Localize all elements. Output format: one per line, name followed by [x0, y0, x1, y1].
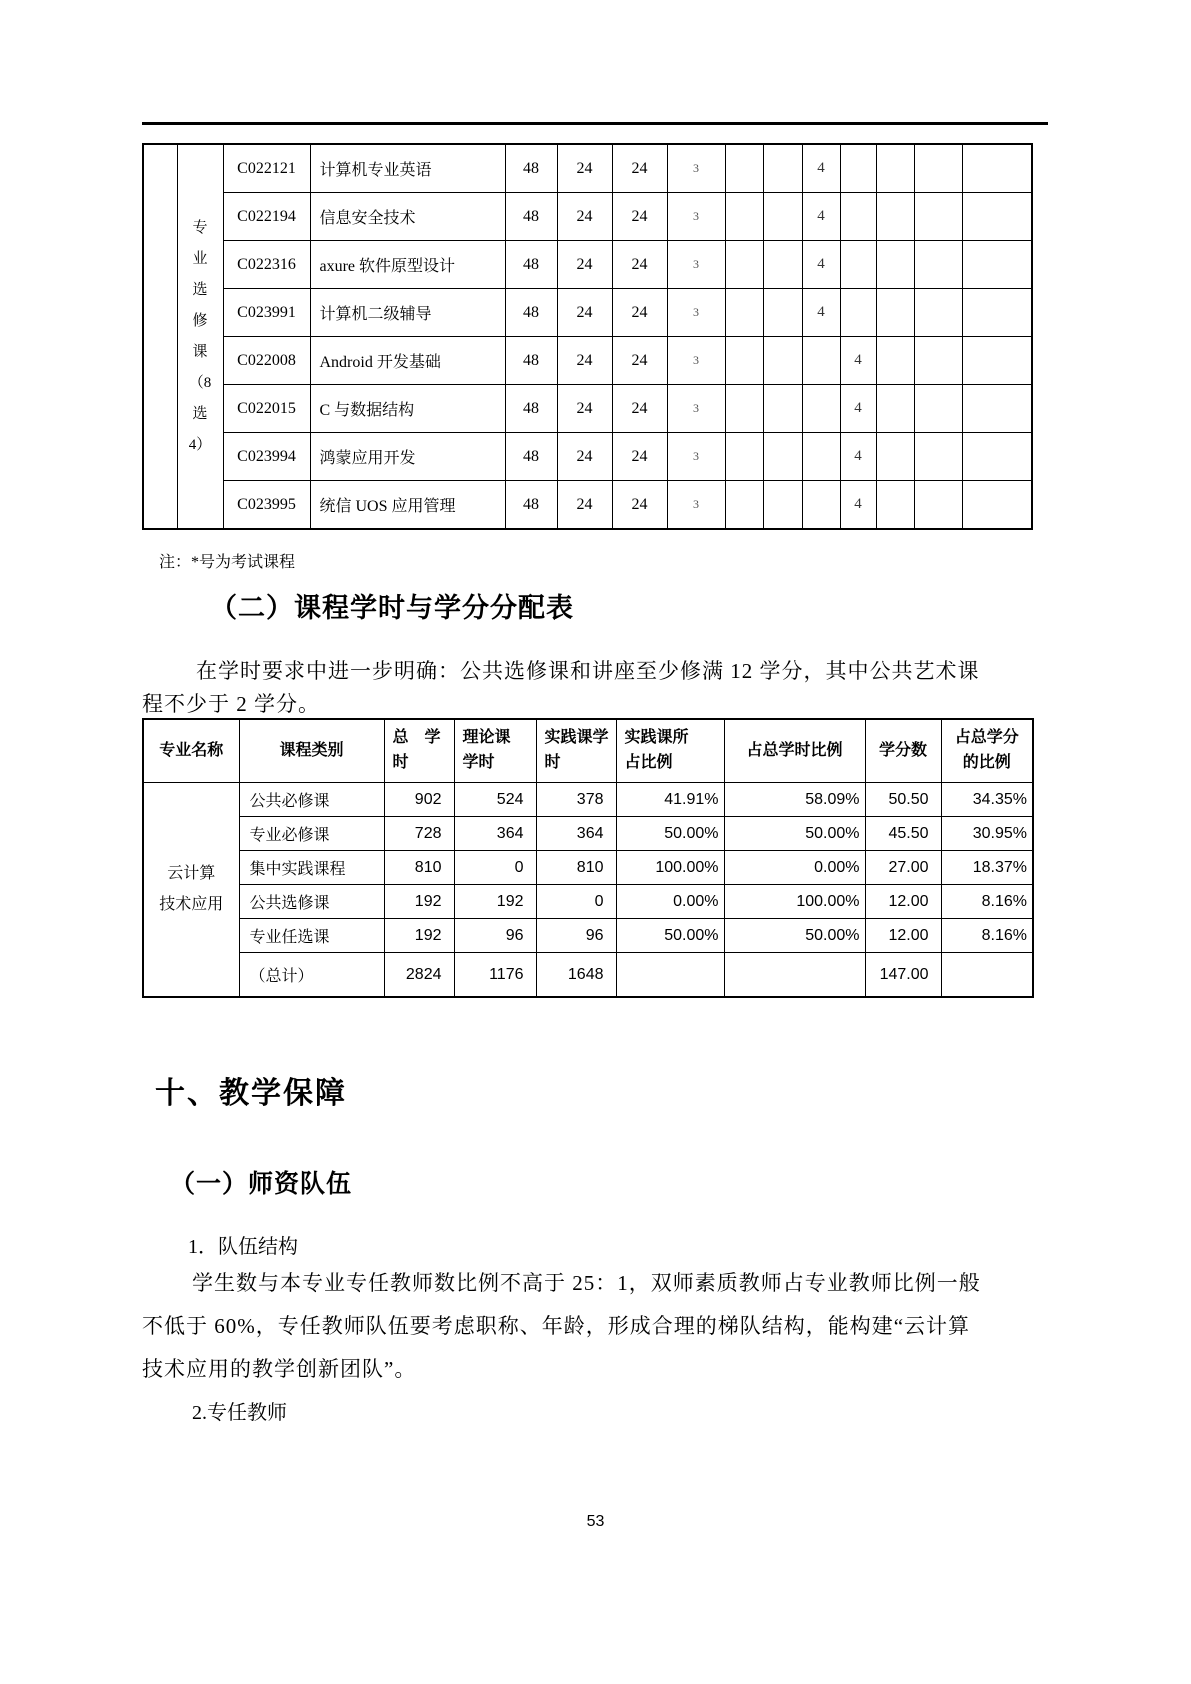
- total-hours: 192: [384, 919, 454, 953]
- remark-cell: [962, 481, 1032, 530]
- theory-hours: 24: [557, 241, 612, 289]
- total-pct: 50.00%: [724, 919, 865, 953]
- credit-pct: 34.35%: [941, 783, 1033, 817]
- course-code: C022121: [223, 144, 310, 193]
- semester-cell: [840, 289, 876, 337]
- course-type: 公共选修课: [239, 885, 384, 919]
- course-type: 专业必修课: [239, 817, 384, 851]
- credits: 12.00: [865, 885, 941, 919]
- credits: 147.00: [865, 953, 941, 998]
- remark-cell: [962, 241, 1032, 289]
- course-type: 集中实践课程: [239, 851, 384, 885]
- weekly-hours: 4: [840, 337, 876, 385]
- practice-hours: 364: [536, 817, 616, 851]
- semester-cell: [914, 385, 962, 433]
- semester-cell: [725, 481, 763, 530]
- table-row: [143, 885, 1033, 919]
- semester-cell: [725, 193, 763, 241]
- weekly-hours: 4: [802, 193, 840, 241]
- semester-cell: [876, 193, 914, 241]
- semester-cell: [763, 193, 802, 241]
- course-code: C022316: [223, 241, 310, 289]
- practice-pct: 0.00%: [616, 885, 724, 919]
- list-item-team-structure: 1．队伍结构: [188, 1236, 298, 1258]
- total-hours: 48: [505, 241, 557, 289]
- total-hours: 48: [505, 433, 557, 481]
- table-row: [143, 385, 1032, 433]
- practice-pct: 41.91%: [616, 783, 724, 817]
- semester-cell: [802, 385, 840, 433]
- semester-cell: [763, 337, 802, 385]
- semester-cell: [802, 337, 840, 385]
- theory-hours: 24: [557, 193, 612, 241]
- paragraph-line: 技术应用的教学创新团队”。: [142, 1357, 417, 1381]
- course-name: C 与数据结构: [310, 385, 505, 433]
- category-label-cell: [177, 144, 223, 529]
- page-number: 53: [586, 1513, 605, 1530]
- practice-hours: 810: [536, 851, 616, 885]
- weekly-hours: 4: [840, 385, 876, 433]
- page-continuation-rule: [142, 122, 1048, 125]
- col-header-credit-pct: 占总学分 的比例: [941, 719, 1033, 783]
- total-hours: 48: [505, 481, 557, 530]
- table-row: [143, 481, 1032, 530]
- practice-hours: 1648: [536, 953, 616, 998]
- course-name: 鸿蒙应用开发: [310, 433, 505, 481]
- major-name-cell: 云计算 技术应用: [143, 783, 239, 998]
- semester-cell: [725, 241, 763, 289]
- practice-hours: 378: [536, 783, 616, 817]
- total-hours: 48: [505, 337, 557, 385]
- semester-cell: [876, 481, 914, 530]
- total-pct: 0.00%: [724, 851, 865, 885]
- course-type: 公共必修课: [239, 783, 384, 817]
- total-hours: 48: [505, 385, 557, 433]
- table-row: [143, 289, 1032, 337]
- semester-cell: [763, 144, 802, 193]
- remark-cell: [962, 289, 1032, 337]
- paragraph-line: 不低于 60%，专任教师队伍要考虑职称、年龄，形成合理的梯队结构，能构建“云计算: [142, 1314, 971, 1338]
- total-pct: 58.09%: [724, 783, 865, 817]
- weekly-hours: 4: [802, 289, 840, 337]
- credits: 27.00: [865, 851, 941, 885]
- semester-cell: [840, 193, 876, 241]
- header-row: [143, 719, 1033, 783]
- paragraph-line: 程不少于 2 学分。: [142, 692, 320, 716]
- course-name: 信息安全技术: [310, 193, 505, 241]
- section-heading-teaching-support: 十、教学保障: [155, 1077, 347, 1110]
- practice-hours: 96: [536, 919, 616, 953]
- weekly-hours: 4: [802, 241, 840, 289]
- semester-cell: [763, 385, 802, 433]
- table-row: [143, 919, 1033, 953]
- theory-hours: 524: [454, 783, 536, 817]
- course-code: C022015: [223, 385, 310, 433]
- credit-pct: 8.16%: [941, 919, 1033, 953]
- exam-note: 注：*号为考试课程: [159, 554, 296, 571]
- category-stub-cell: [143, 144, 177, 529]
- semester-cell: [876, 241, 914, 289]
- practice-pct: 50.00%: [616, 919, 724, 953]
- weekly-hours: 4: [840, 433, 876, 481]
- total-hours: 2824: [384, 953, 454, 998]
- semester-cell: [725, 337, 763, 385]
- col-header-practice-pct: 实践课所 占比例: [616, 719, 724, 783]
- credit-value: 3: [667, 433, 725, 481]
- semester-cell: [876, 289, 914, 337]
- course-code: C022008: [223, 337, 310, 385]
- col-header-type: 课程类别: [239, 719, 384, 783]
- credit-value: 3: [667, 481, 725, 530]
- table-row: [143, 193, 1032, 241]
- practice-hours: 24: [612, 241, 667, 289]
- course-type: （总计）: [239, 953, 384, 998]
- practice-hours: 24: [612, 385, 667, 433]
- theory-hours: 24: [557, 144, 612, 193]
- credit-pct: 8.16%: [941, 885, 1033, 919]
- category-char: 专: [192, 219, 208, 236]
- course-name: Android 开发基础: [310, 337, 505, 385]
- semester-cell: [840, 241, 876, 289]
- course-name: 计算机二级辅导: [310, 289, 505, 337]
- credits: 45.50: [865, 817, 941, 851]
- remark-cell: [962, 433, 1032, 481]
- semester-cell: [725, 433, 763, 481]
- practice-pct: 100.00%: [616, 851, 724, 885]
- total-pct: [724, 953, 865, 998]
- remark-cell: [962, 144, 1032, 193]
- practice-hours: 24: [612, 193, 667, 241]
- semester-cell: [914, 481, 962, 530]
- semester-cell: [725, 289, 763, 337]
- section-heading-credit-table: （二）课程学时与学分分配表: [210, 593, 574, 623]
- total-hours: 728: [384, 817, 454, 851]
- semester-cell: [876, 337, 914, 385]
- category-char: （8: [188, 374, 212, 391]
- course-code: C023994: [223, 433, 310, 481]
- table-row: [143, 337, 1032, 385]
- col-header-theory: 理论课 学时: [454, 719, 536, 783]
- semester-cell: [725, 144, 763, 193]
- course-name: 计算机专业英语: [310, 144, 505, 193]
- paragraph-line: 在学时要求中进一步明确：公共选修课和讲座至少修满 12 学分，其中公共艺术课: [196, 659, 980, 683]
- total-hours: 192: [384, 885, 454, 919]
- total-pct: 100.00%: [724, 885, 865, 919]
- total-hours: 48: [505, 193, 557, 241]
- category-char: 选: [192, 405, 208, 422]
- elective-course-table: [142, 143, 1033, 530]
- category-char: 业: [192, 250, 208, 267]
- credit-value: 3: [667, 193, 725, 241]
- practice-hours: 24: [612, 337, 667, 385]
- theory-hours: 24: [557, 385, 612, 433]
- weekly-hours: 4: [802, 144, 840, 193]
- semester-cell: [840, 144, 876, 193]
- practice-hours: 24: [612, 144, 667, 193]
- total-hours: 810: [384, 851, 454, 885]
- semester-cell: [914, 337, 962, 385]
- theory-hours: 24: [557, 337, 612, 385]
- theory-hours: 364: [454, 817, 536, 851]
- table-row: [143, 433, 1032, 481]
- total-hours: 902: [384, 783, 454, 817]
- col-header-total: 总 学 时: [384, 719, 454, 783]
- category-char: 4）: [188, 436, 212, 453]
- course-name: axure 软件原型设计: [310, 241, 505, 289]
- table-row: [143, 817, 1033, 851]
- weekly-hours: 4: [840, 481, 876, 530]
- theory-hours: 24: [557, 433, 612, 481]
- category-char: 修: [192, 312, 208, 329]
- semester-cell: [802, 433, 840, 481]
- course-code: C022194: [223, 193, 310, 241]
- theory-hours: 0: [454, 851, 536, 885]
- credit-value: 3: [667, 385, 725, 433]
- course-name: 统信 UOS 应用管理: [310, 481, 505, 530]
- credits: 50.50: [865, 783, 941, 817]
- total-pct: 50.00%: [724, 817, 865, 851]
- practice-hours: 24: [612, 481, 667, 530]
- remark-cell: [962, 193, 1032, 241]
- semester-cell: [876, 433, 914, 481]
- semester-cell: [763, 289, 802, 337]
- semester-cell: [763, 241, 802, 289]
- credit-pct: 30.95%: [941, 817, 1033, 851]
- semester-cell: [914, 289, 962, 337]
- col-header-credits: 学分数: [865, 719, 941, 783]
- table-row: [143, 241, 1032, 289]
- col-header-practice: 实践课学 时: [536, 719, 616, 783]
- credit-pct: [941, 953, 1033, 998]
- semester-cell: [914, 144, 962, 193]
- practice-hours: 24: [612, 289, 667, 337]
- practice-pct: 50.00%: [616, 817, 724, 851]
- table-row: [143, 783, 1033, 817]
- table-row: [143, 851, 1033, 885]
- practice-pct: [616, 953, 724, 998]
- practice-hours: 0: [536, 885, 616, 919]
- theory-hours: 192: [454, 885, 536, 919]
- semester-cell: [763, 481, 802, 530]
- semester-cell: [763, 433, 802, 481]
- theory-hours: 96: [454, 919, 536, 953]
- total-hours: 48: [505, 144, 557, 193]
- semester-cell: [876, 385, 914, 433]
- category-char: 选: [192, 281, 208, 298]
- course-code: C023991: [223, 289, 310, 337]
- remark-cell: [962, 385, 1032, 433]
- credit-value: 3: [667, 144, 725, 193]
- total-row: [143, 953, 1033, 998]
- paragraph-line: 学生数与本专业专任教师数比例不高于 25：1，双师素质教师占专业教师比例一般: [192, 1271, 981, 1295]
- semester-cell: [914, 433, 962, 481]
- remark-cell: [962, 337, 1032, 385]
- practice-hours: 24: [612, 433, 667, 481]
- credit-pct: 18.37%: [941, 851, 1033, 885]
- semester-cell: [914, 241, 962, 289]
- col-header-major: 专业名称: [143, 719, 239, 783]
- theory-hours: 24: [557, 481, 612, 530]
- credits: 12.00: [865, 919, 941, 953]
- total-hours: 48: [505, 289, 557, 337]
- theory-hours: 24: [557, 289, 612, 337]
- table-row: [143, 144, 1032, 193]
- col-header-total-pct: 占总学时比例: [724, 719, 865, 783]
- category-char: 课: [192, 343, 208, 360]
- credit-value: 3: [667, 289, 725, 337]
- semester-cell: [876, 144, 914, 193]
- semester-cell: [914, 193, 962, 241]
- credit-value: 3: [667, 241, 725, 289]
- semester-cell: [802, 481, 840, 530]
- subsection-heading-faculty: （一）师资队伍: [170, 1170, 353, 1198]
- credit-distribution-table: [142, 718, 1034, 998]
- course-code: C023995: [223, 481, 310, 530]
- credit-value: 3: [667, 337, 725, 385]
- semester-cell: [725, 385, 763, 433]
- course-type: 专业任选课: [239, 919, 384, 953]
- list-item-fulltime-teachers: 2.专任教师: [192, 1402, 287, 1424]
- theory-hours: 1176: [454, 953, 536, 998]
